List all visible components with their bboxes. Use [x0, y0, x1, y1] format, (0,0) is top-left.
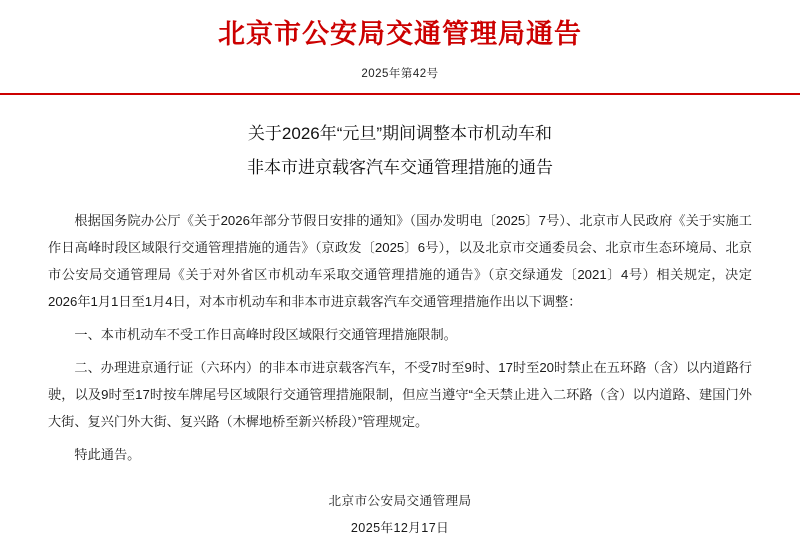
document-subject: [0, 117, 800, 185]
paragraph-item-1: 一、本市机动车不受工作日高峰时段区域限行交通管理措施限制。: [74, 327, 457, 342]
signature-block: [0, 488, 800, 541]
signature-organization: 北京市公安局交通管理局: [328, 494, 472, 509]
paragraph-preamble: 根据国务院办公厅《关于2026年部分节假日安排的通知》（国办发明电〔2025〕7号）、北京市人民政府《关于实施工作日高峰时段区域限行交通管理措施的通告》（京政发〔2025〕6号），以及北京市交通委员会、北京市生态环境局、北京市公安局交通管理局《关于对外省区市机动车采取交通管理措施的通告》（京交绿通发〔2021〕4号）相关规定，决定2026年1月1日至1月4日，对本市机动车和非本市进京载客汽车交通管理措施作出以下调整：: [48, 212, 752, 309]
page-title: 北京市公安局交通管理局通告: [218, 19, 582, 49]
subject-line-2: 非本市进京载客汽车交通管理措施的通告: [247, 157, 553, 177]
signature-date: 2025年12月17日: [350, 520, 450, 535]
paragraph-closing: 特此通告。: [74, 447, 141, 463]
document-number: 2025年第42号: [361, 67, 439, 80]
paragraph-item-2: 二、办理进京通行证（六环内）的非本市进京载客汽车，不受7时至9时、17时至20时禁止在五环路（含）以内道路行驶，以及9时至17时按车牌尾号区域限行交通管理措施限制，但应当遵守“全天禁止进入二环路（含）以内道路、建国门外大街、复兴门外大街、复兴路（木樨地桥至新兴桥段）”管理规定。: [48, 360, 752, 430]
subject-line-1: 关于2026年“元旦”期间调整本市机动车和: [247, 123, 553, 143]
red-divider: [0, 93, 800, 95]
document-body: [0, 207, 800, 469]
